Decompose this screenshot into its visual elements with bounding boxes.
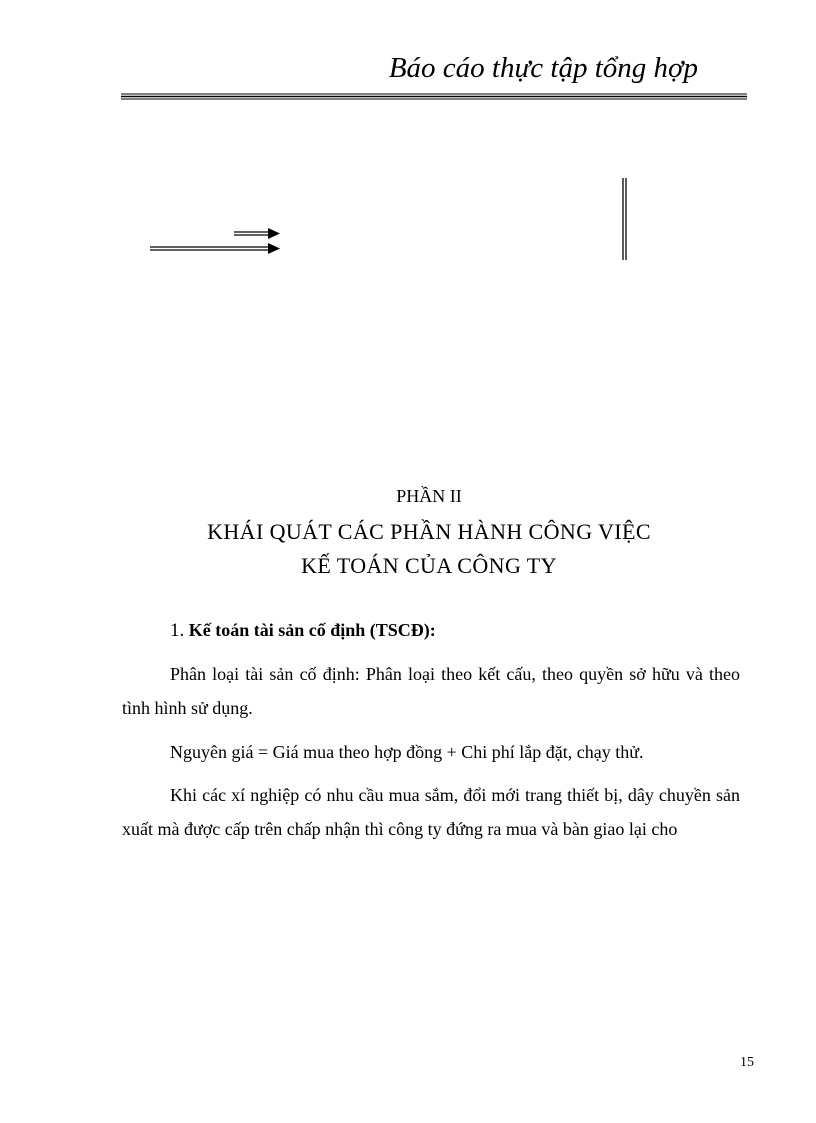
vertical-divider <box>621 178 629 262</box>
double-arrow-icon <box>148 226 282 260</box>
paragraph-classification: Phân loại tài sản cố định: Phân loại theo kết cấu, theo quyền sở hữu và theo tình hình sử dụng. <box>122 664 740 718</box>
section-heading <box>170 620 436 642</box>
section-number: 1. <box>170 620 185 641</box>
part-title-line-2: KẾ TOÁN CỦA CÔNG TY <box>301 553 557 578</box>
section-heading-text: Kế toán tài sản cố định (TSCĐ): <box>188 620 436 640</box>
header-divider <box>121 93 747 101</box>
page-number: 15 <box>740 1055 754 1070</box>
part-label: PHẦN II <box>396 486 462 506</box>
paragraph-cost-formula: Nguyên giá = Giá mua theo hợp đồng + Chi phí lắp đặt, chạy thử. <box>170 742 644 762</box>
part-title-line-1: KHÁI QUÁT CÁC PHẦN HÀNH CÔNG VIỆC <box>207 519 651 544</box>
header-title: Báo cáo thực tập tổng hợp <box>388 52 698 84</box>
paragraph-procurement: Khi các xí nghiệp có nhu cầu mua sắm, đổi mới trang thiết bị, dây chuyền sản xuất mà được cấp trên chấp nhận thì công ty đứng ra mua và bàn giao lại cho <box>122 785 740 839</box>
